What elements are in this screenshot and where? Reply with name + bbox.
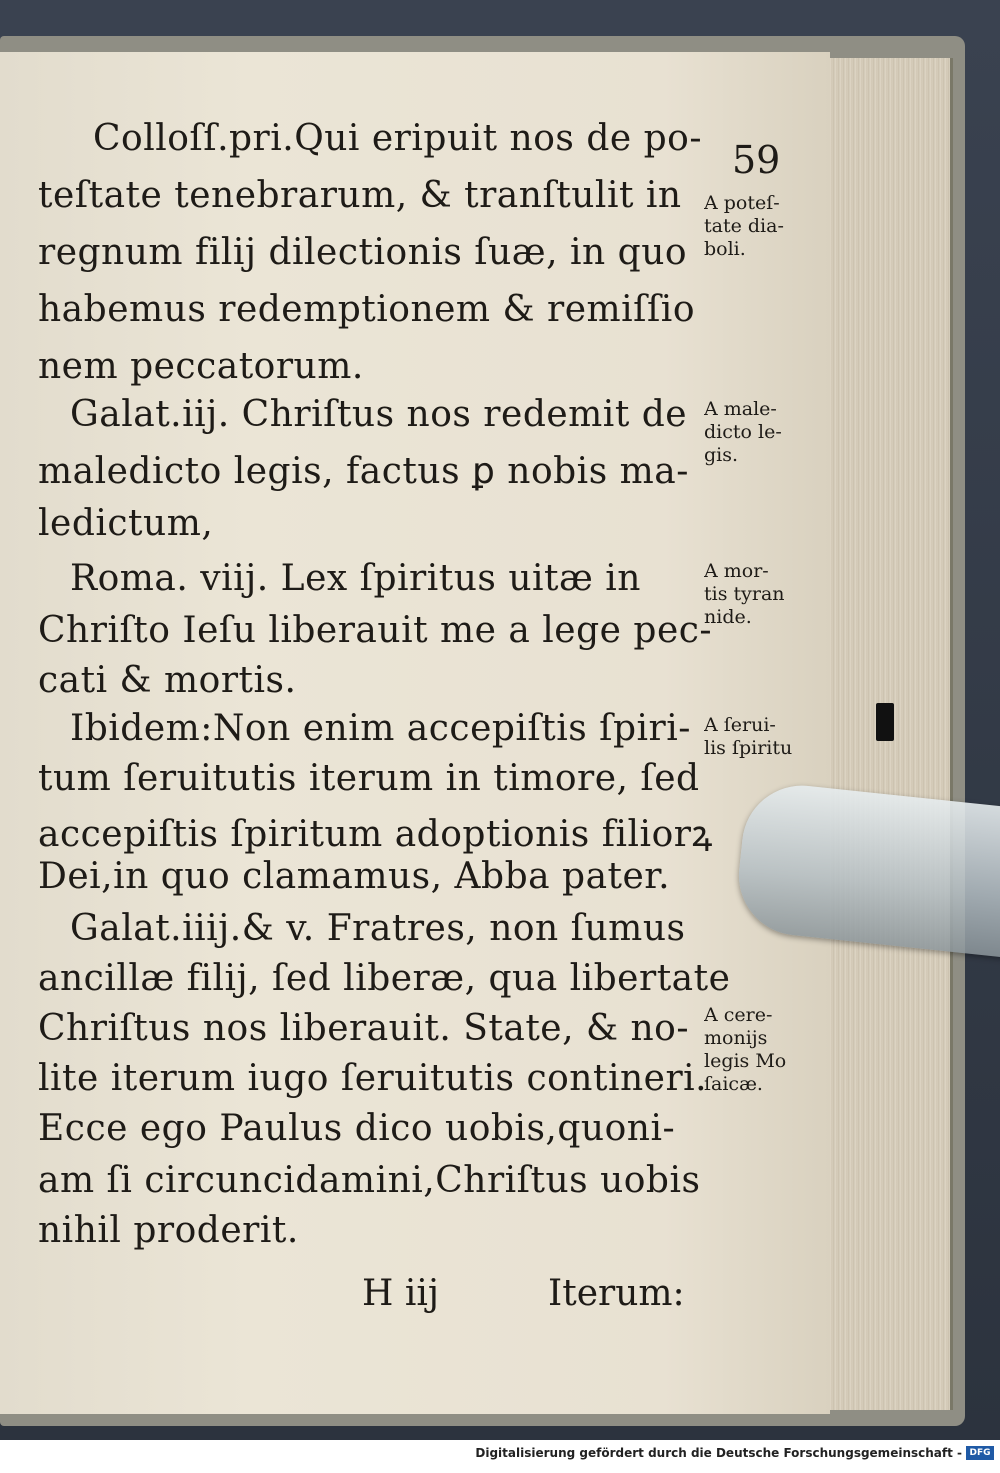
marginal-line: A ſerui-	[704, 714, 776, 736]
marginal-line: gis.	[704, 444, 739, 466]
text-line: nihil proderit.	[38, 1210, 299, 1251]
marginal-line: A poteſ-	[704, 192, 780, 214]
text-line: Chriſto Ieſu liberauit me a lege pec-	[38, 610, 713, 651]
marginal-line: dicto le-	[704, 421, 782, 443]
text-line: Chriſtus nos liberauit. State, & no-	[38, 1008, 689, 1049]
text-line: cati & mortis.	[38, 660, 297, 701]
signature-mark: H iij	[362, 1273, 440, 1314]
marginal-line: lis ſpiritu	[704, 737, 793, 759]
marginal-line: A male-	[704, 398, 777, 420]
marginal-line: A mor-	[704, 560, 769, 582]
text-line: Dei,in quo clamamus, Abba pater.	[38, 856, 671, 897]
marginal-note	[704, 398, 824, 467]
text-line: lite iterum iugo ſeruitutis contineri.	[38, 1058, 708, 1099]
marginal-line: ſaicæ.	[704, 1073, 763, 1095]
marginal-line: A cere-	[704, 1004, 773, 1026]
text-line: accepiſtis ſpiritum adoptionis filiorꝝ	[38, 814, 713, 855]
text-line: ledictum,	[38, 503, 214, 544]
marginal-line: legis Mo	[704, 1050, 787, 1072]
text-line: habemus redemptionem & remiſſio	[38, 289, 695, 330]
text-line: Colloſſ.pri.Qui eripuit nos de po-	[93, 118, 703, 159]
text-line: tum ſeruitutis iterum in timore, ſed	[38, 758, 700, 799]
marginal-note	[704, 1004, 824, 1096]
marginal-note	[704, 192, 824, 261]
text-line: Ecce ego Paulus dico uobis,quoni-	[38, 1108, 676, 1149]
text-line: Roma. viij. Lex ſpiritus uitæ in	[70, 558, 641, 599]
marginal-line: monijs	[704, 1027, 768, 1049]
text-line: Galat.iij. Chriſtus nos redemit de	[70, 394, 688, 435]
text-line: ancillæ filij, ſed liberæ, qua libertate	[38, 958, 731, 999]
page-tab-marker	[876, 703, 894, 741]
marginal-note	[704, 560, 824, 629]
text-line: am ſi circuncidamini,Chriſtus uobis	[38, 1160, 701, 1201]
text-line: Ibidem:Non enim accepiſtis ſpiri-	[70, 708, 691, 749]
text-line: regnum filij dilectionis ſuæ, in quo	[38, 232, 688, 273]
marginal-note	[704, 714, 824, 760]
text-line: nem peccatorum.	[38, 346, 364, 387]
catchword: Iterum:	[548, 1273, 685, 1314]
page-number: 59	[732, 138, 781, 182]
text-line: Galat.iiij.& v. Fratres, non ſumus	[70, 908, 686, 949]
text-line: maledicto legis, factus ꝑ nobis ma-	[38, 451, 689, 492]
marginal-line: boli.	[704, 238, 746, 260]
footer-credit: Digitalisierung gefördert durch die Deutsche Forschungsgemeinschaft -	[475, 1446, 962, 1460]
marginal-line: nide.	[704, 606, 752, 628]
marginal-line: tis tyran	[704, 583, 785, 605]
text-line: teſtate tenebrarum, & tranſtulit in	[38, 175, 682, 216]
dfg-logo-icon: DFG	[966, 1446, 994, 1460]
marginal-line: tate dia-	[704, 215, 784, 237]
